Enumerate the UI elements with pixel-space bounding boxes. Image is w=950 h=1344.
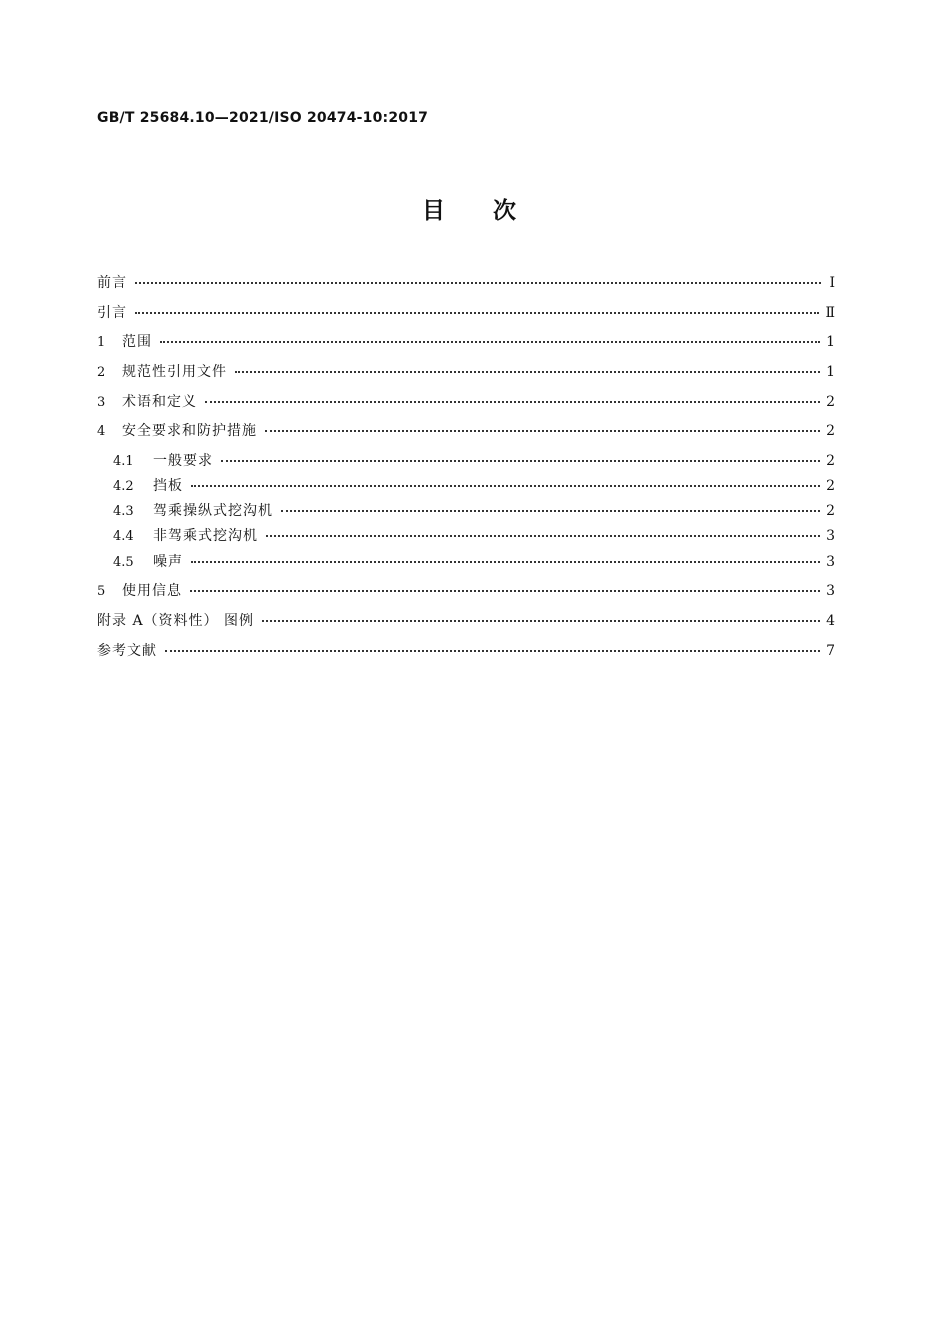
toc-entry-page: 1 <box>826 334 835 350</box>
toc-entry-page: 2 <box>826 478 835 494</box>
toc-entry-guards[interactable] <box>113 476 835 496</box>
toc-entry-number: 4.4 <box>113 529 134 544</box>
toc-entry-page: 2 <box>826 453 835 469</box>
toc-entry-number: 2 <box>97 365 106 380</box>
toc-entry-number: 4.1 <box>113 454 134 469</box>
toc-leader-dots <box>266 534 820 537</box>
toc-leader-dots <box>265 429 820 432</box>
toc-entry-non-ride-on-trenchers[interactable] <box>113 526 835 546</box>
toc-entry-number: 4.2 <box>113 479 134 494</box>
toc-entry-page: 3 <box>826 554 835 570</box>
toc-entry-label: 参考文献 <box>97 643 157 659</box>
toc-entry-scope[interactable] <box>97 332 835 352</box>
toc-entry-information-for-use[interactable] <box>97 581 835 601</box>
toc-entry-noise[interactable] <box>113 552 835 572</box>
toc-entry-label: 使用信息 <box>122 583 182 599</box>
toc-entry-terms-definitions[interactable] <box>97 392 835 412</box>
toc-entry-number: 3 <box>97 395 106 410</box>
toc-entry-label: 附录 A（资料性） 图例 <box>97 613 255 629</box>
toc-entry-bibliography[interactable] <box>97 641 835 661</box>
toc-entry-introduction[interactable] <box>97 303 835 323</box>
toc-entry-page: 4 <box>826 613 835 629</box>
toc-entry-label: 非驾乘式挖沟机 <box>153 528 258 544</box>
toc-entry-label: 一般要求 <box>153 453 213 469</box>
standard-code-header: GB/T 25684.10—2021/ISO 20474-10:2017 <box>97 110 429 126</box>
toc-entry-label: 噪声 <box>153 554 183 570</box>
toc-entry-label: 挡板 <box>153 478 183 494</box>
toc-entry-general-requirements[interactable] <box>113 451 835 471</box>
toc-entry-label: 规范性引用文件 <box>122 364 227 380</box>
toc-entry-label: 驾乘操纵式挖沟机 <box>153 503 273 519</box>
toc-entry-page: 2 <box>826 423 835 439</box>
toc-entry-safety-requirements[interactable] <box>97 421 835 441</box>
toc-entry-page: 2 <box>826 503 835 519</box>
toc-entry-label: 引言 <box>97 305 127 321</box>
toc-entry-page: 7 <box>826 643 835 659</box>
toc-leader-dots <box>135 281 821 284</box>
toc-entry-foreword[interactable] <box>97 273 835 293</box>
toc-entry-number: 5 <box>97 584 106 599</box>
toc-leader-dots <box>191 560 820 563</box>
toc-entry-number: 4 <box>97 424 106 439</box>
toc-leader-dots <box>281 509 820 512</box>
toc-entry-label: 术语和定义 <box>122 394 197 410</box>
toc-entry-label: 范围 <box>122 334 152 350</box>
toc-entry-page: 2 <box>826 394 835 410</box>
toc-entry-label: 安全要求和防护措施 <box>122 423 257 439</box>
toc-leader-dots <box>190 589 820 592</box>
toc-entry-number: 4.5 <box>113 555 134 570</box>
toc-entry-page: 1 <box>826 364 835 380</box>
toc-leader-dots <box>235 370 820 373</box>
toc-leader-dots <box>160 340 820 343</box>
toc-leader-dots <box>165 649 820 652</box>
toc-leader-dots <box>221 459 820 462</box>
toc-entry-page: Ⅱ <box>825 305 835 321</box>
toc-entry-label: 前言 <box>97 275 127 291</box>
toc-title: 目次 <box>422 198 564 224</box>
toc-entry-number: 4.3 <box>113 504 134 519</box>
toc-leader-dots <box>205 400 820 403</box>
toc-entry-page: Ⅰ <box>829 275 835 291</box>
toc-entry-page: 3 <box>826 583 835 599</box>
toc-entry-annex-a[interactable] <box>97 611 835 631</box>
toc-leader-dots <box>191 484 820 487</box>
toc-entry-number: 1 <box>97 335 106 350</box>
toc-leader-dots <box>262 619 820 622</box>
toc-leader-dots <box>135 311 819 314</box>
toc-entry-page: 3 <box>826 528 835 544</box>
toc-entry-normative-references[interactable] <box>97 362 835 382</box>
toc-entry-ride-on-trenchers[interactable] <box>113 501 835 521</box>
